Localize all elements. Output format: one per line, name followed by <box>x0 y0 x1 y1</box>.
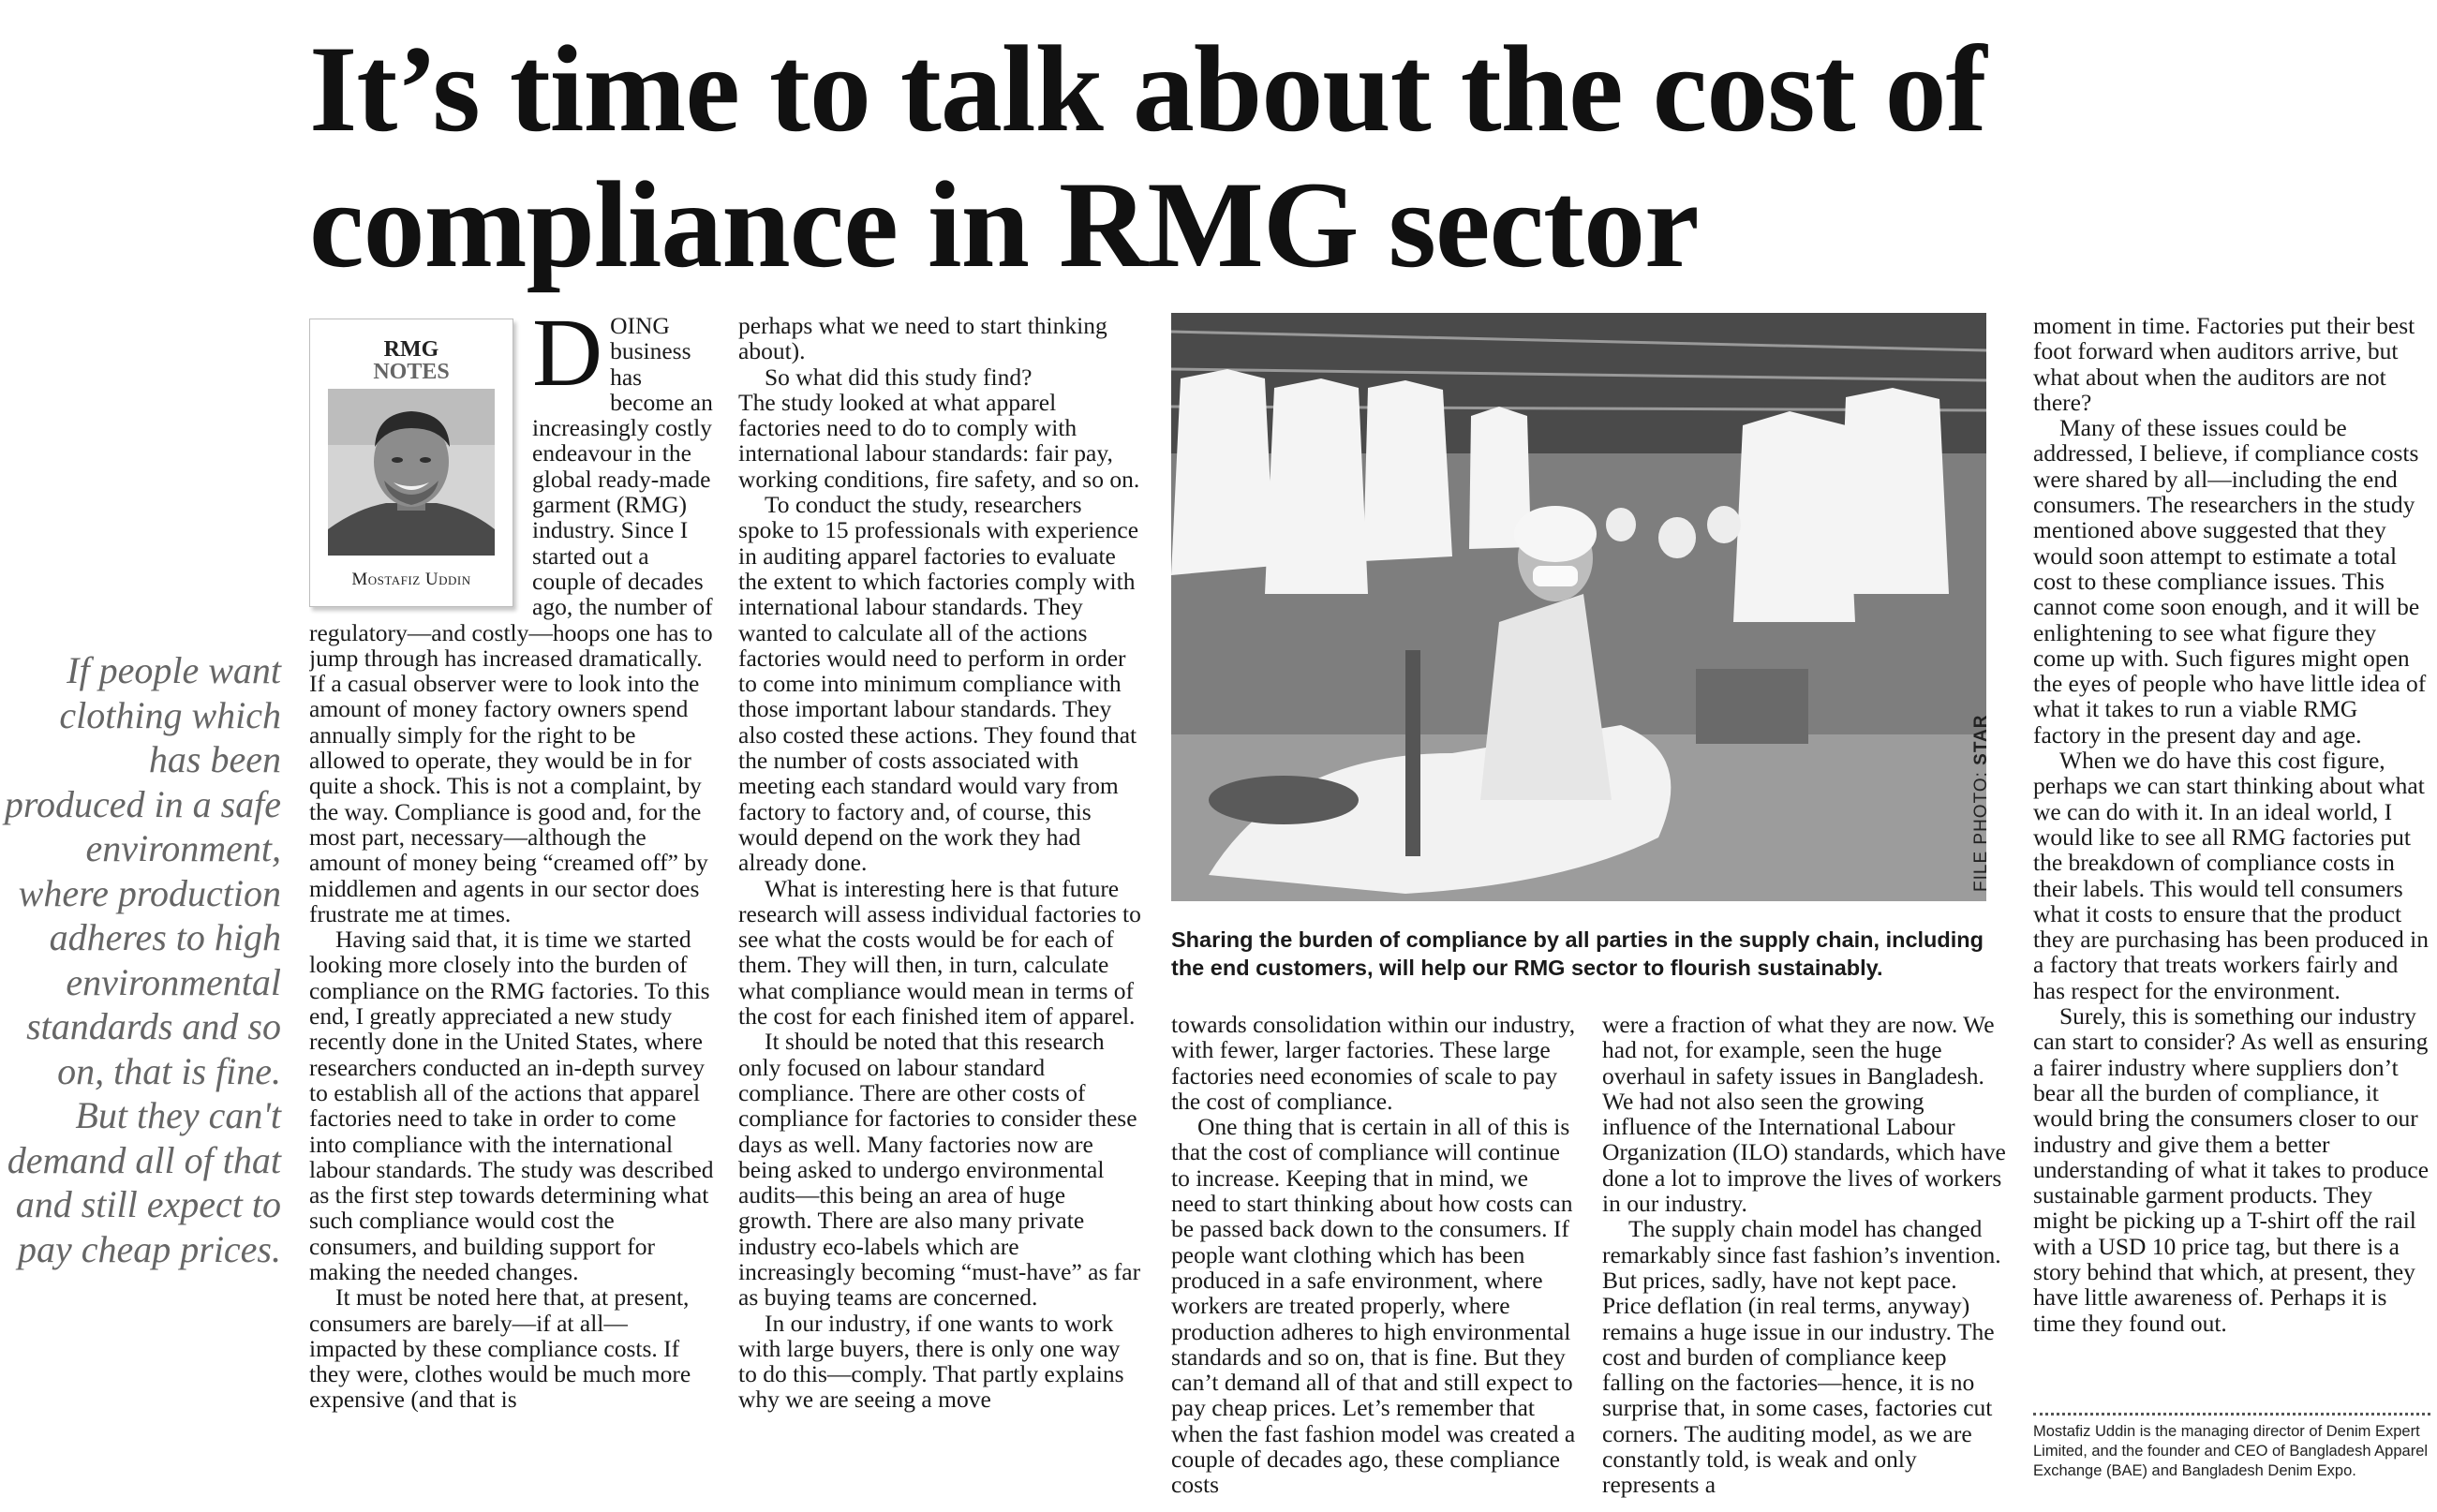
headline: It’s time to talk about the cost of compliance in RMG sector <box>309 20 1986 293</box>
article-column-5 <box>2033 313 2430 1400</box>
paragraph: It must be noted here that, at present, consumers are barely—if at all—impacted by these compliance costs. If they were, clothes would be much more expensive (and that is <box>309 1283 691 1414</box>
pull-quote: If people want clothing which has been produced in a safe environment, where production adheres to high environmental standards and so on, that is fine. But they can't demand all of that and still expect to pay cheap prices. <box>4 649 281 1270</box>
paragraph: moment in time. Factories put their best foot forward when auditors arrive, but what about when the auditors are not there? <box>2033 313 2415 416</box>
column-name-line2: NOTES <box>373 360 450 384</box>
author-name: Mostafiz Uddin <box>351 570 471 589</box>
article-column-2 <box>738 313 1141 1512</box>
paragraph: What is interesting here is that future research will assess individual factories to see what the costs would be for each of them. They will then, in turn, calculate what compliance would mean in terms of the cost for each finished item of apparel. <box>738 874 1141 1030</box>
drop-cap: D <box>532 313 603 407</box>
photo-credit-source: STAR <box>1971 714 1991 765</box>
article-column-4 <box>1602 1012 2007 1512</box>
paragraph: Many of these issues could be addressed, I believe, if compliance costs were shared by all—including the end consumers. The researchers in the study mentioned above suggested that they would soon attempt to estimate a total cost to these compliance issues. This cannot come soon enough, and it will be enlightening to see what figure they come up with. Such figures might open the eyes of people who have little idea of what it takes to run a viable RMG factory in the present day and age. <box>2033 414 2427 749</box>
paragraph: In our industry, if one wants to work with large buyers, there is only one way to do this—comply. That partly explains why we are seeing a move <box>738 1309 1124 1414</box>
paragraph: One thing that is certain in all of this is that the cost of compliance will continue to increase. Keeping that in mind, we need to start thinking about how costs can be passed back down to the consumers. If people want clothing which has been produced in a safe environment, where workers are treated properly, where production adheres to high environmental standards and so on, that is fine. But they can’t demand all of that and still expect to pay cheap prices. Let’s remember that when the fast fashion model was created a couple of decades ago, these compliance costs <box>1171 1113 1576 1499</box>
paragraph: The study looked at what apparel factories need to do to comply with international labour standards: fair pay, working conditions, fire safety, and so on. <box>738 388 1140 493</box>
photo-credit <box>1971 715 1992 893</box>
article-column-3 <box>1171 1012 1576 1512</box>
factory-photo <box>1171 313 1986 901</box>
article-column-1 <box>309 313 714 1512</box>
paragraph: perhaps what we need to start thinking about). <box>738 313 1107 365</box>
author-bio: Mostafiz Uddin is the managing director of Denim Expert Limited, and the founder and CEO of Bangladesh Apparel Exchange (BAE) and Bangladesh Denim Expo. <box>2033 1423 2429 1479</box>
paragraph: OING business has become an increasingly costly endeavour in the global ready-made garment (RMG) industry. Since I started out a couple of decades ago, the number of regulatory—and costly—hoops one has to jump through has increased dramatically. If a casual observer were to look into the amount of money factory owners spend annually simply for the right to be allowed to operate, they would be in for quite a shock. This is not a complaint, by the way. Compliance is good and, for the most part, necessary—although the amount of money being “creamed off” by middlemen and agents in our sector does frustrate me at times. <box>309 313 713 927</box>
paragraph: Surely, this is something our industry can start to consider? As well as ensuring a fairer industry where suppliers don’t bear all the burden of compliance, it would bring the consumers closer to our industry and give them a better understanding of what it takes to produce sustainable garment products. They might be picking up a T-shirt off the rail with a USD 10 price tag, but there is a story behind that which, at present, they have little awareness of. Perhaps it is time they found out. <box>2033 1002 2430 1337</box>
paragraph: were a fraction of what they are now. We had not, for example, seen the huge overhaul in safety issues in Bangladesh. We had not also seen the growing influence of the International Labour Organization (ILO) standards, which have done a lot to improve the lives of workers in our industry. <box>1602 1012 2006 1218</box>
column-name-line1: RMG <box>383 337 439 362</box>
photo-credit-prefix: FILE PHOTO: <box>1971 764 1991 892</box>
bio-divider <box>2033 1413 2430 1416</box>
photo-caption: Sharing the burden of compliance by all parties in the supply chain, including the end customers, will help our RMG sector to flourish sustainably. <box>1171 927 1984 980</box>
paragraph: The supply chain model has changed remarkably since fast fashion’s invention. But prices, sadly, have not kept pace. Price deflation (in real terms, anyway) remains a huge issue in our industry. The cost and burden of compliance keep falling on the factories—hence, it is no surprise that, in some cases, factories cut corners. The auditing model, as we are constantly told, is weak and only represents a <box>1602 1215 2001 1499</box>
paragraph: It should be noted that this research only focused on labour standard compliance. There are other costs of compliance for factories to consider these days as well. Many factories now are being asked to undergo environmental audits—this being an area of huge growth. There are also many private industry eco-labels which are increasingly becoming “must-have” as far as buying teams are concerned. <box>738 1028 1141 1312</box>
author-photo <box>328 389 495 556</box>
paragraph: To conduct the study, researchers spoke to 15 professionals with experience in auditing apparel factories to evaluate the extent to which factories comply with international labour standards. They wanted to calculate all of the actions factories would need to perform in order to come into minimum compliance with those important labour standards. They also costed these actions. They found that the number of costs associated with meeting each standard would vary from factory to factory and, of course, this would depend on the work they had already done. <box>738 491 1139 877</box>
paragraph: towards consolidation within our industry, with fewer, larger factories. These large factories need economies of scale to pay the cost of compliance. <box>1171 1012 1576 1115</box>
paragraph: When we do have this cost figure, perhaps we can start thinking about what we can do with it. In an ideal world, I would like to see all RMG factories put the breakdown of compliance costs in their labels. This would tell consumers what it costs to ensure that the product they are purchasing has been produced in a factory that treats workers fairly and has respect for the environment. <box>2033 747 2430 1004</box>
paragraph: So what did this study find? <box>765 363 1033 391</box>
columnist-box <box>309 319 513 607</box>
paragraph: Having said that, it is time we started looking more closely into the burden of compliance on the RMG factories. To this end, I greatly appreciated a new study recently done in the United States, where researchers conducted an in-depth survey to establish all of the actions that apparel factories need to take in order to come into compliance with the international labour standards. The study was described as the first step towards determining what such compliance would cost the consumers, and building support for making the needed changes. <box>309 926 714 1285</box>
